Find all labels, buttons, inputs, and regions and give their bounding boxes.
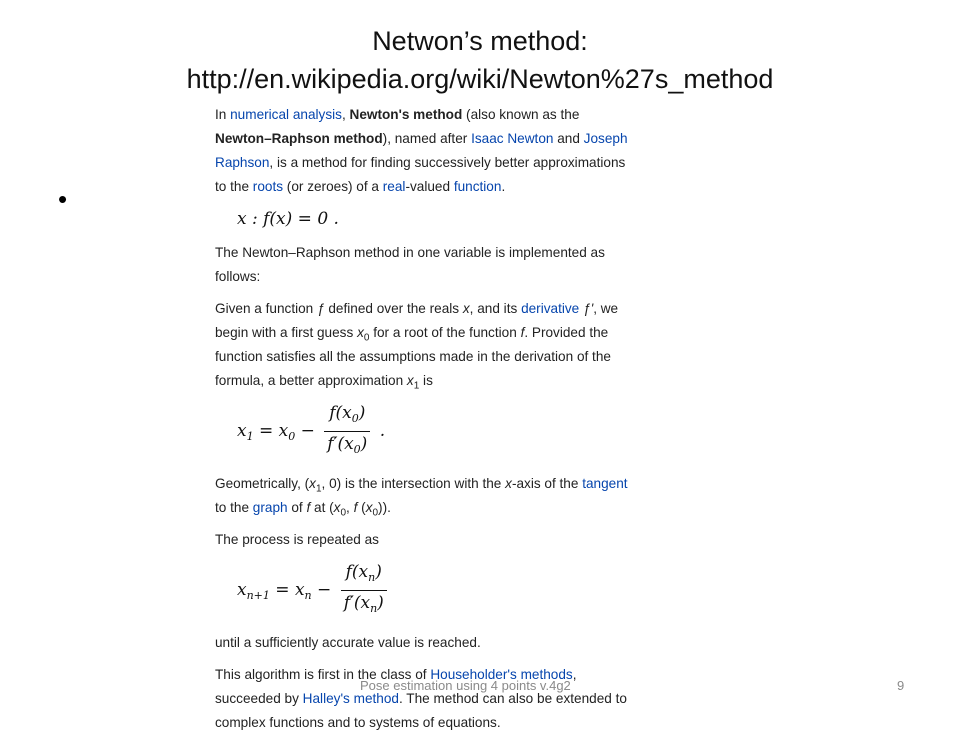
title-line-1: Netwon’s method: — [372, 26, 588, 56]
math-text: x — [237, 421, 247, 441]
text: is — [419, 373, 433, 388]
text: In — [215, 107, 231, 122]
text: of — [287, 500, 307, 515]
math-sub: n+1 — [246, 589, 270, 602]
math-x1: x — [406, 373, 414, 388]
text: at ( — [310, 500, 334, 515]
text: , we begin with a first guess — [215, 301, 619, 340]
text: (or zeroes) of a — [283, 179, 383, 194]
math-text: = x — [269, 580, 305, 600]
text: . Provided the function satisfies all the assumptions made in the derivation of the formula, a better approximation — [215, 325, 611, 388]
fraction — [341, 560, 387, 621]
text: , 0) is the intersection with the — [321, 476, 506, 491]
paragraph-given-function — [215, 297, 635, 393]
paragraph-intro — [215, 103, 635, 199]
math-sub: n — [304, 589, 312, 602]
math-text: f′(x — [327, 434, 354, 454]
math-sub: 1 — [246, 430, 254, 443]
math-text: ) — [377, 593, 384, 613]
page-number: 9 — [897, 678, 905, 693]
subscript: 1 — [413, 380, 420, 392]
paragraph-householder — [215, 663, 635, 735]
text: -valued — [405, 179, 454, 194]
subscript: 0 — [372, 507, 379, 519]
math-sub: n — [368, 571, 376, 584]
denominator — [324, 432, 370, 462]
text: , succeeded by — [215, 667, 577, 706]
text: defined over the reals — [324, 301, 463, 316]
math-text: ) — [360, 434, 368, 454]
formula-xn — [237, 560, 635, 621]
text: for a root of the function — [369, 325, 521, 340]
wikipedia-excerpt — [215, 103, 635, 743]
numerator — [341, 560, 387, 591]
formula-root: x : f(x) = 0 . — [237, 209, 339, 229]
math-text: f(x — [329, 403, 352, 423]
link-derivative[interactable]: derivative — [521, 301, 580, 316]
link-halleys-method[interactable]: Halley's method — [302, 691, 399, 706]
text: , — [346, 500, 354, 515]
math-sub: n — [370, 602, 378, 615]
math-x: x — [462, 301, 470, 316]
paragraph-repeat: The process is repeated as — [215, 532, 379, 547]
math-f: f — [353, 500, 358, 515]
math-text: f(x — [345, 562, 369, 582]
math-text: ) — [358, 403, 366, 423]
link-real[interactable]: real — [382, 179, 406, 194]
text: . — [501, 179, 506, 194]
math-text: = x — [253, 421, 289, 441]
link-graph[interactable]: graph — [252, 500, 288, 515]
text: This algorithm is first in the class of — [215, 667, 431, 682]
link-function[interactable]: function — [453, 179, 502, 194]
math-sub: 0 — [353, 443, 361, 456]
math-text: f′(x — [343, 593, 371, 613]
text: Given a function — [215, 301, 318, 316]
math-x0: x — [333, 500, 341, 515]
math-fprime: ƒ' — [583, 301, 594, 316]
math-text: . — [374, 421, 386, 441]
text: ( — [357, 500, 366, 515]
math-f: ƒ — [317, 301, 325, 316]
math-sub: 0 — [351, 412, 359, 425]
text: . The method can also be extended to complex functions and to systems of equations. — [215, 691, 627, 730]
math-f: f — [520, 325, 525, 340]
text: , is a method for finding successively better approximations to the — [215, 155, 626, 194]
link-isaac-newton[interactable]: Isaac Newton — [471, 131, 554, 146]
slide-title — [0, 22, 960, 98]
formula-x1 — [237, 401, 635, 462]
text: Geometrically, ( — [215, 476, 310, 491]
link-roots[interactable]: roots — [252, 179, 284, 194]
footer-text: Pose estimation using 4 points v.4g2 — [360, 678, 571, 693]
text: and — [553, 131, 584, 146]
paragraph-implementation: The Newton–Raphson method in one variable is implemented as follows: — [215, 245, 605, 284]
link-householders-methods[interactable]: Householder's methods — [430, 667, 573, 682]
bold-newton-raphson: Newton–Raphson method — [215, 131, 383, 146]
math-x0: x — [365, 500, 373, 515]
bullet-point: • — [58, 184, 68, 214]
text: , — [341, 107, 350, 122]
subscript: 0 — [340, 507, 347, 519]
math-text: x — [237, 580, 247, 600]
subscript: 1 — [315, 483, 322, 495]
math-text: − — [311, 580, 337, 600]
text: ), named after — [382, 131, 472, 146]
text: , and its — [469, 301, 522, 316]
link-numerical-analysis[interactable]: numerical analysis — [230, 107, 342, 122]
math-text: − — [295, 421, 321, 441]
math-x: x — [505, 476, 512, 491]
paragraph-accuracy: until a sufficiently accurate value is reached. — [215, 635, 481, 650]
math-x0: x — [357, 325, 364, 340]
text: )). — [378, 500, 391, 515]
link-tangent[interactable]: tangent — [582, 476, 628, 491]
math-sub: 0 — [288, 430, 296, 443]
subscript: 0 — [363, 332, 370, 344]
text: -axis of the — [511, 476, 583, 491]
fraction — [324, 401, 370, 462]
math-f: f — [306, 500, 311, 515]
text: (also known as the — [462, 107, 580, 122]
text: to the — [215, 500, 253, 515]
numerator — [324, 401, 370, 432]
link-joseph-raphson[interactable]: Joseph Raphson — [215, 131, 628, 170]
paragraph-geometric — [215, 472, 635, 520]
title-line-2: http://en.wikipedia.org/wiki/Newton%27s_method — [186, 64, 774, 94]
denominator — [341, 591, 387, 621]
bold-newtons-method: Newton's method — [349, 107, 463, 122]
math-x1: x — [309, 476, 316, 491]
math-text: ) — [375, 562, 382, 582]
